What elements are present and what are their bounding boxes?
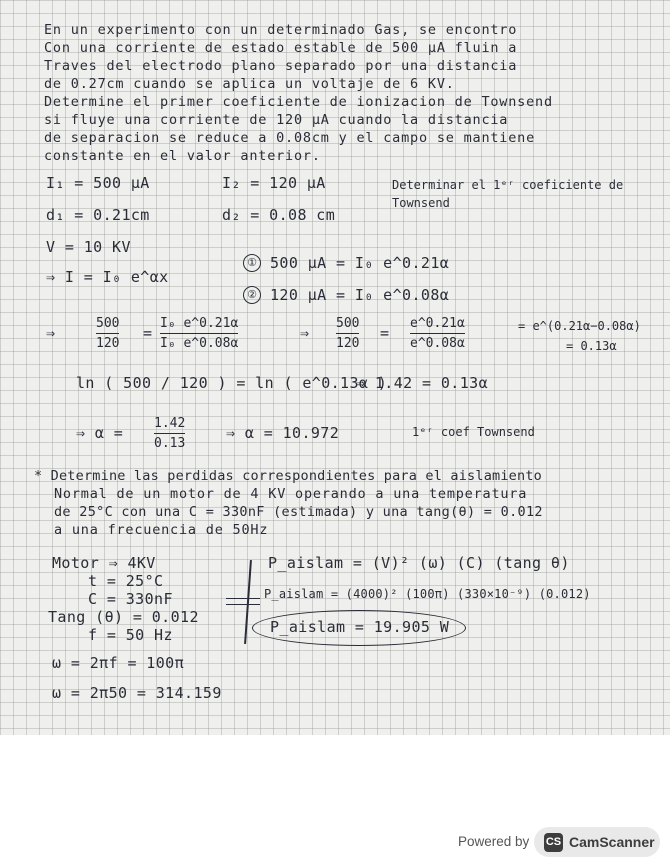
ratio-currents-2-num: 500 [336,316,360,331]
ratio-currents-2 [336,316,359,351]
given-d1: d₁ = 0.21cm [46,206,150,224]
alpha-den: 0.13 [154,436,186,451]
ratio-exponentials [160,316,238,351]
motor-tangent: Tang (θ) = 0.012 [48,608,199,626]
ratio-currents-2-den: 120 [336,336,360,351]
problem1-line-4: de 0.27cm cuando se aplica un voltaje de 6 KV. [44,76,455,92]
omega-definition: ω = 2πf = 100π [52,654,185,672]
motor-temperature: t = 25°C [88,572,164,590]
camscanner-wordmark: CamScanner [569,834,655,850]
exponent-result: = 0.13α [566,339,617,353]
problem1-line-5: Determine el primer coeficiente de ionizacion de Townsend [44,94,553,110]
problem2-line-4: a una frecuencia de 50Hz [54,522,269,538]
problem2-line-1: * Determine las perdidas correspondientes para el aislamiento [34,468,542,484]
equals-sign-2: = [380,324,390,342]
equation-1: 500 µA = I₀ e^0.21α [270,254,450,272]
implies-arrow: ⇒ [46,324,56,342]
equation-2-marker: ② [243,286,261,304]
ratio-currents-den: 120 [96,336,120,351]
alpha-num: 1.42 [154,416,186,431]
problem1-line-8: constante en el valor anterior. [44,148,321,164]
alpha-label: 1ᵉʳ coef Townsend [412,425,535,439]
problem1-line-2: Con una corriente de estado estable de 500 µA fluin a [44,40,518,56]
alpha-lhs: ⇒ α = [76,424,124,442]
result-circle [252,610,466,646]
alpha-fraction [154,416,185,451]
townsend-formula: ⇒ I = I₀ e^αx [46,268,169,286]
motor-frequency: f = 50 Hz [88,626,173,644]
vertical-divider [244,560,251,644]
ratio-currents [96,316,119,351]
equation-1-marker: ① [243,254,261,272]
given-voltage: V = 10 KV [46,238,131,256]
ln-equation: ln ( 500 / 120 ) = ln ( e^0.13α ) [76,374,388,392]
ratio-exponentials-2-den: e^0.08α [410,336,465,351]
ratio-exponentials-2-num: e^0.21α [410,316,465,331]
camscanner-logo [534,827,660,857]
ln-result: ⇒ 1.42 = 0.13α [356,374,489,392]
ratio-exponentials-2 [410,316,465,351]
equation-2: 120 µA = I₀ e^0.08α [270,286,450,304]
ratio-exponentials-num: I₀ e^0.21α [160,316,239,331]
ratio-exponentials-den: I₀ e^0.08α [160,336,239,351]
divider-tick-1 [226,598,260,599]
motor-voltage: Motor ⇒ 4KV [52,554,156,572]
camscanner-mark-icon: CS [544,833,563,852]
alpha-result: ⇒ α = 10.972 [226,424,340,442]
ratio-currents-num: 500 [96,316,120,331]
powered-by-label: Powered by [458,834,530,849]
given-i2: I₂ = 120 µA [222,174,326,192]
problem1-line-6: si fluye una corriente de 120 µA cuando la distancia [44,112,509,128]
problem1-line-3: Traves del electrodo plano separado por una distancia [44,58,518,74]
exponent-difference: = e^(0.21α−0.08α) [518,319,641,333]
problem2-line-2: Normal de un motor de 4 KV operando a una temperatura [54,486,528,502]
implies-arrow-2: ⇒ [300,324,310,342]
omega-value: ω = 2π50 = 314.159 [52,684,222,702]
task-statement: Determinar el 1ᵉʳ coeficiente de Townsend [392,178,624,210]
given-i1: I₁ = 500 µA [46,174,150,192]
divider-tick-2 [226,604,260,605]
loss-result: P_aislam = 19.905 W [270,618,450,636]
problem2-line-3: de 25°C con una C = 330nF (estimada) y una tang(θ) = 0.012 [54,504,543,520]
given-d2: d₂ = 0.08 cm [222,206,336,224]
loss-substitution: P_aislam = (4000)² (100π) (330×10⁻⁹) (0.012) [264,587,591,601]
problem1-line-1: En un experimento con un determinado Gas, se encontro [44,22,518,38]
loss-formula: P_aislam = (V)² (ω) (C) (tang θ) [268,554,570,572]
motor-capacitance: C = 330nF [88,590,173,608]
problem1-line-7: de separacion se reduce a 0.08cm y el campo se mantiene [44,130,536,146]
equals-sign: = [143,324,153,342]
